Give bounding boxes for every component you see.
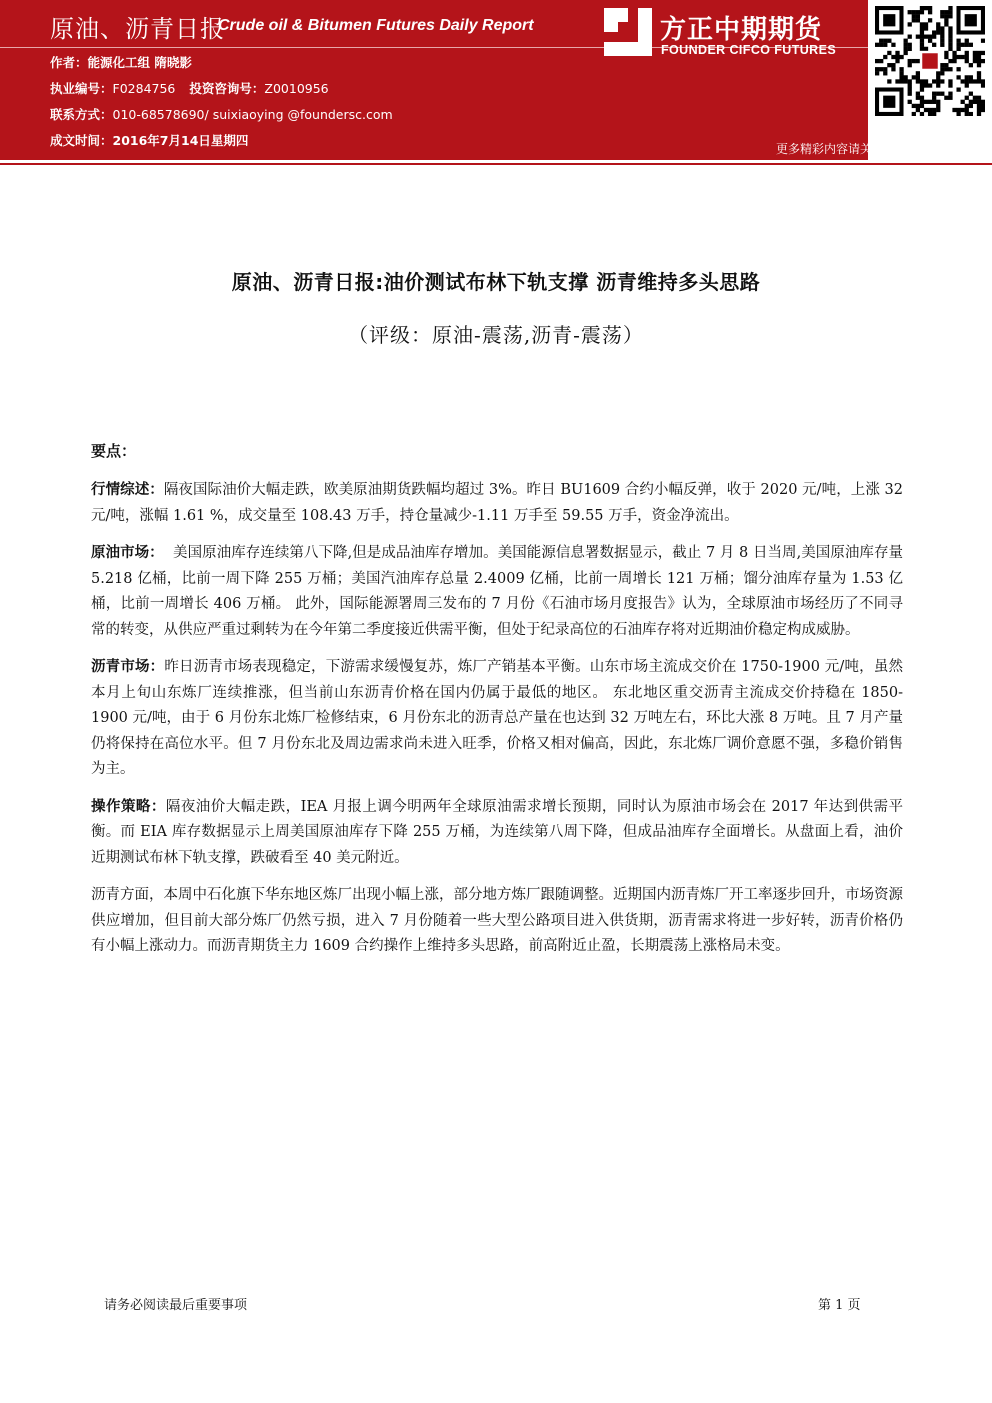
paragraph-crude-market [91,541,908,643]
qr-code[interactable] [868,0,992,124]
keypoints-heading: 要点： [91,442,137,460]
author-line [50,53,393,79]
paragraph-bitumen-outlook [91,883,903,960]
license-value: F0284756 [112,81,176,96]
date-label: 成文时间： [50,133,113,148]
logo-text-en: FOUNDER CIFCO FUTURES [661,43,837,57]
report-title-en: Crude oil & Bitumen Futures Daily Report [218,17,534,34]
consult-label: 投资咨询号： [189,81,265,96]
paragraph-bitumen-market [91,655,903,783]
author-label: 作者： [50,55,88,70]
report-meta [50,53,393,157]
logo-mark-icon [604,8,652,56]
contact-line [50,105,393,131]
paragraph-text: 隔夜国际油价大幅走跌，欧美原油期货跌幅均超过 3%。昨日 BU1609 合约小幅反弹，收于 2020 元/吨，上涨 32 元/吨，涨幅 1.61 %，成交量至 108.43 万手，持仓量减少-1.11 万手至 59.55 万手，资金净流出。 [91,482,904,524]
company-logo [604,7,862,59]
paragraph-lead: 操作策略： [91,798,166,815]
report-title-cn: 原油、沥青日报 [50,15,225,43]
document-title: 原油、沥青日报:油价测试布林下轨支撑 沥青维持多头思路 [231,270,761,294]
paragraph-text: 沥青方面，本周中石化旗下华东地区炼厂出现小幅上涨，部分地方炼厂跟随调整。近期国内沥青炼厂开工率逐步回升，市场资源供应增加，但目前大部分炼厂仍然亏损，进入 7 月份随着一些大型公路项目进入供货期，沥青需求将进一步好转，沥青价格仍有小幅上涨动力。而沥青期货主力 1609 合约操作上维持多头思路，前高附近止盈，长期震荡上涨格局未变。 [91,887,903,954]
paragraph-text: 隔夜油价大幅走跌，IEA 月报上调今明两年全球原油需求增长预期，同时认为原油市场会在 2017 年达到供需平衡。而 EIA 库存数据显示上周美国原油库存下降 255 万桶，为连续第八周下降，但成品油库存全面增长。从盘面上看，油价近期测试布林下轨支撑，跌破看至 40 美元附近。 [91,798,904,866]
paragraph-strategy [91,795,903,872]
rating-line: （评级：原油-震荡,沥青-震荡） [348,323,644,347]
contact-value[interactable]: 010-68578690/ suixiaoying @foundersc.com [112,107,393,122]
paragraph-text: 昨日沥青市场表现稳定，下游需求缓慢复苏，炼厂产销基本平衡。山东市场主流成交价在 1750-1900 元/吨，虽然本月上旬山东炼厂连续推涨，但当前山东沥青价格在国内仍属于最低的地区。 东北地区重交沥青主流成交价持稳在 1850-1900 元/吨，由于 6 月份东北炼厂检修结束，6 月份东北的沥青总产量在也达到 32 万吨左右，环比大涨 8 万吨。且 7 月产量仍将保持在高位水平。但 7 月份东北及周边需求尚未进入旺季，价格又相对偏高，因此，东北炼厂调价意愿不强，多稳价销售为主。 [91,659,903,777]
author-value: 能源化工组 隋晓影 [87,55,192,70]
qr-code-icon [875,6,985,116]
consult-value: Z0010956 [264,81,329,96]
license-line [50,79,393,105]
page-number: 第 1 页 [818,1298,861,1313]
paragraph-text: 美国原油库存连续第八下降,但是成品油库存增加。美国能源信息署数据显示，截止 7 月 8 日当周,美国原油库存量 5.218 亿桶，比前一周下降 255 万桶；美国汽油库存总量 2.4009 亿桶，比前一周增长 121 万桶；馏分油库存量为 1.53 亿桶，比前一周增长 406 万桶。 此外，国际能源署周三发布的 7 月份《石油市场月度报告》认为，全球原油市场经历了不同寻常的转变，从供应严重过剩转为在今年第二季度接近供需平衡，但处于纪录高位的石油库存将对近期油价稳定构成威胁。 [91,545,908,638]
footer-notice: 请务必阅读最后重要事项 [104,1298,248,1313]
wechat-follow-note: 更多精彩内容请关注方正中期官方微信 [775,142,980,156]
paragraph-lead: 原油市场： [91,545,164,561]
paragraph-lead: 行情综述： [91,482,164,498]
header-divider [0,163,992,165]
contact-label: 联系方式： [50,107,113,122]
paragraph-lead: 沥青市场： [91,659,165,675]
date-line [50,131,393,157]
report-content [91,478,908,972]
report-header [0,0,992,168]
date-value: 2016年7月14日星期四 [112,133,249,148]
license-label: 执业编号： [50,81,113,96]
paragraph-market-overview [91,478,903,529]
logo-text-cn: 方正中期期货 [660,15,823,45]
